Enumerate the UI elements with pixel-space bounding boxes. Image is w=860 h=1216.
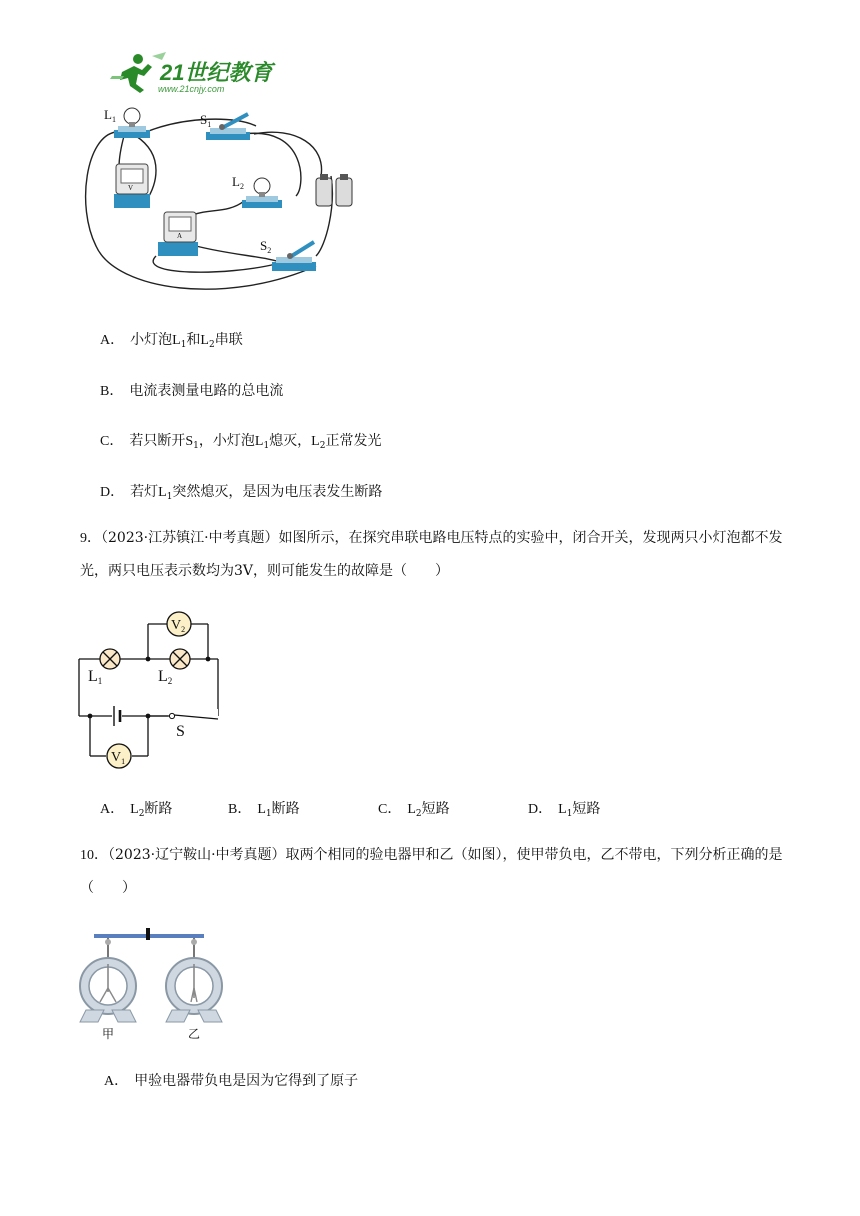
label-l1: L1 bbox=[88, 668, 103, 686]
switch-s1-icon bbox=[206, 114, 250, 140]
label-l1: $L_1$ bbox=[104, 107, 116, 124]
switch-s-symbol bbox=[148, 709, 218, 719]
q8-option-c[interactable]: C． 若只断开$S_1$，小灯泡$L_1$熄灭，$L_2$正常发光 bbox=[100, 433, 382, 451]
ammeter-icon bbox=[158, 212, 198, 256]
voltmeter-icon bbox=[114, 164, 150, 208]
electroscope-yi-icon bbox=[166, 938, 222, 1022]
lamp-l2-symbol bbox=[170, 649, 190, 669]
voltmeter-v1-symbol bbox=[107, 744, 131, 768]
q9-number: 9． bbox=[80, 531, 101, 546]
logo-brand: 21世纪教育 bbox=[160, 60, 273, 85]
label-s2: $S_2$ bbox=[260, 238, 272, 255]
site-logo bbox=[108, 50, 278, 98]
q9-text: （2023·江苏镇江·中考真题）如图所示，在探究串联电路电压特点的实验中，闭合开关，发现两只小灯泡都不发光，两只电压表示数均为3V，则可能发生的故障是（ ） bbox=[80, 530, 783, 579]
logo-url: www.21cnjy.com bbox=[158, 84, 225, 94]
q10-stem bbox=[80, 839, 800, 904]
q10-option-a[interactable]: A． 甲验电器带负电是因为它得到了原子 bbox=[104, 1073, 359, 1089]
svg-text:V2: $V_2$ bbox=[171, 618, 186, 634]
label-jia: 甲 bbox=[102, 1027, 115, 1041]
q9-option-a[interactable]: A． $L_2$断路 bbox=[100, 801, 173, 819]
label-s: S bbox=[176, 723, 185, 740]
bulb-l1-icon bbox=[114, 108, 150, 138]
q8-option-b[interactable]: B． 电流表测量电路的总电流 bbox=[100, 383, 284, 399]
label-yi: 乙 bbox=[188, 1027, 201, 1041]
q9-option-b[interactable]: B． $L_1$断路 bbox=[228, 801, 300, 819]
bulb-l2-icon bbox=[242, 178, 282, 208]
lamp-l1-symbol bbox=[100, 649, 120, 669]
electroscope-jia-icon bbox=[80, 938, 136, 1022]
battery-symbol bbox=[114, 706, 120, 726]
q8-option-a[interactable]: A． 小灯泡$L_1$和$L_2$串联 bbox=[100, 332, 243, 350]
switch-s2-icon bbox=[272, 242, 316, 271]
svg-text:V1: $V_1$ bbox=[111, 750, 126, 766]
electroscopes-illustration bbox=[74, 926, 224, 1044]
label-s1: $S_1$ bbox=[200, 112, 212, 129]
label-l2: $L_2$ bbox=[232, 174, 244, 191]
q9-circuit-diagram bbox=[76, 606, 226, 772]
q10-number: 10． bbox=[80, 848, 108, 863]
q10-text: （2023·辽宁鞍山·中考真题）取两个相同的验电器甲和乙（如图），使甲带负电，乙不带电，下列分析正确的是（ ） bbox=[80, 847, 783, 896]
battery-icon bbox=[316, 174, 352, 206]
label-l2: L2 bbox=[158, 668, 173, 686]
circuit-illustration bbox=[76, 106, 366, 302]
svg-text:A: A bbox=[177, 232, 183, 240]
voltmeter-v2-symbol bbox=[167, 612, 191, 636]
svg-text:V: V bbox=[128, 184, 134, 192]
q9-option-d[interactable]: D． $L_1$短路 bbox=[528, 801, 601, 819]
q8-option-d[interactable]: D． 若灯$L_1$突然熄灭，是因为电压表发生断路 bbox=[100, 484, 383, 502]
q9-stem bbox=[80, 522, 800, 587]
q9-option-c[interactable]: C． $L_2$短路 bbox=[378, 801, 450, 819]
